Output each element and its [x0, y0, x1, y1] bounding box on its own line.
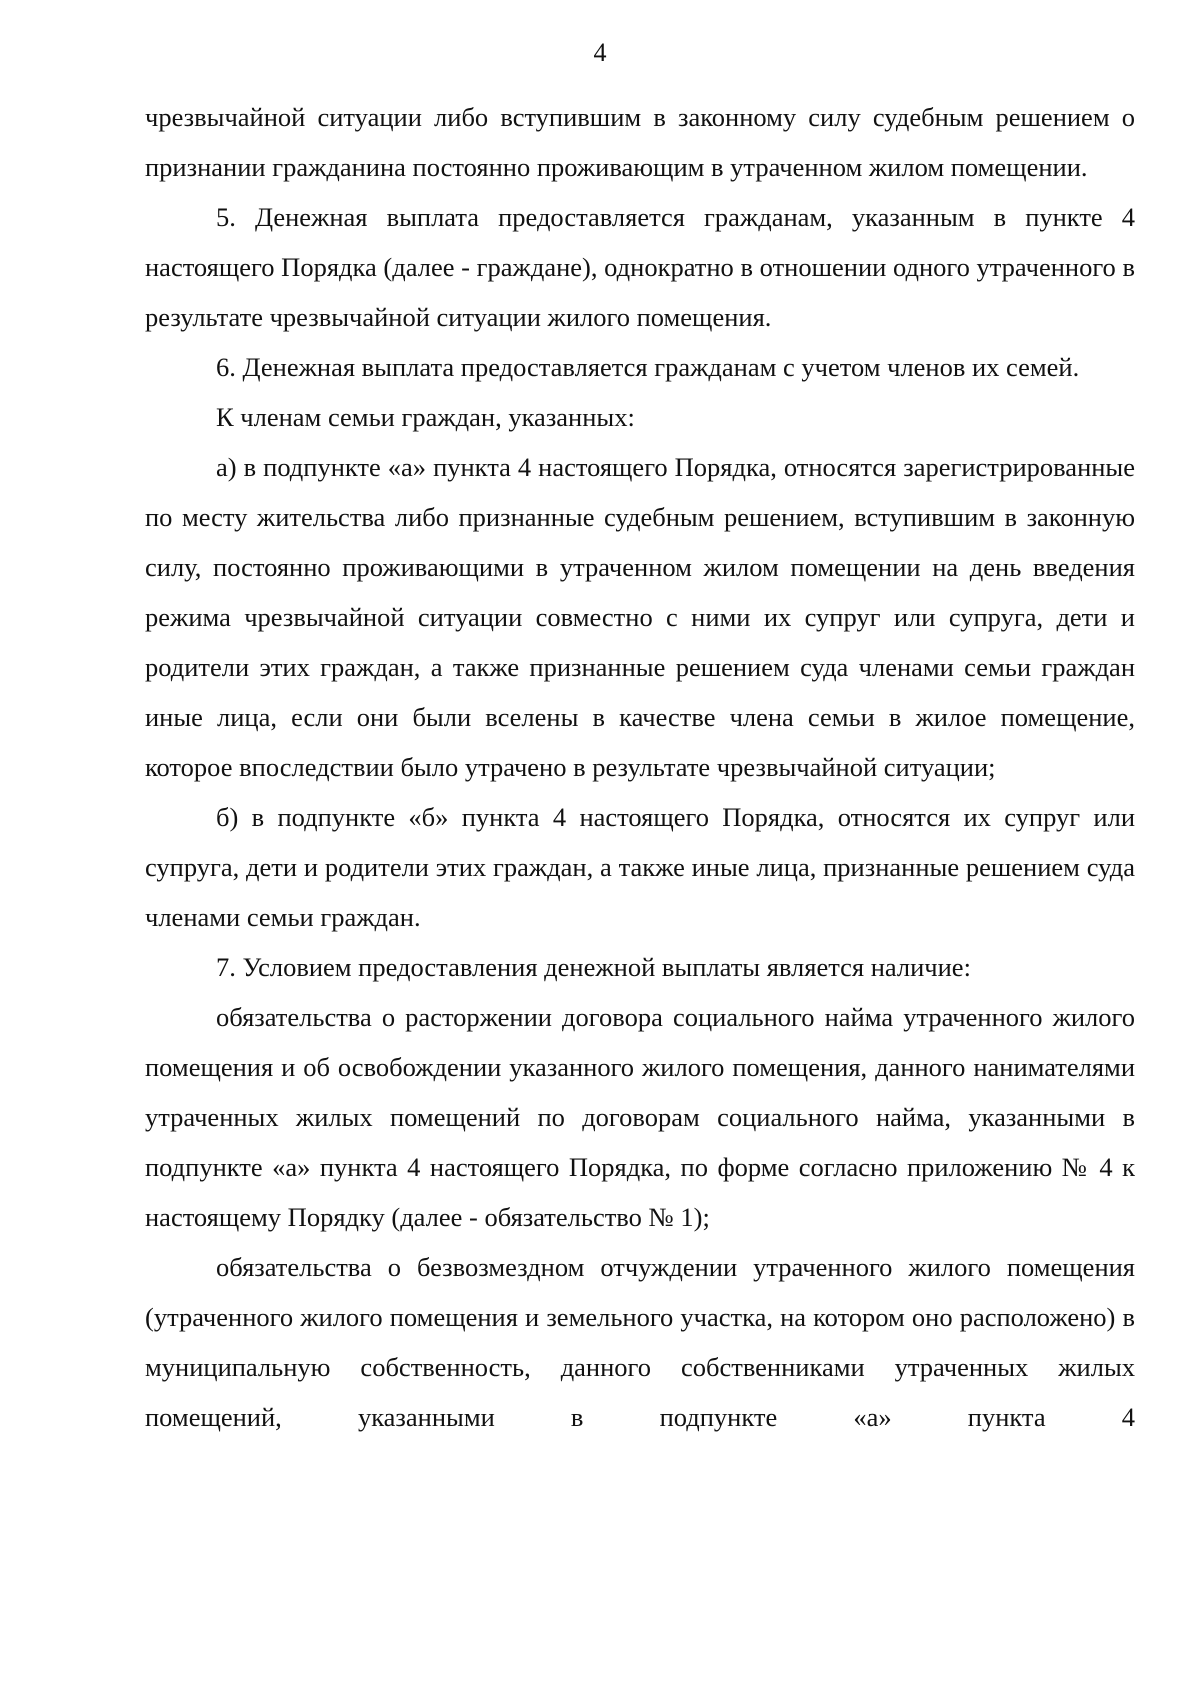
paragraph-family-members-intro: К членам семьи граждан, указанных:: [216, 402, 635, 432]
paragraph-subitem-b: б) в подпункте «б» пункта 4 настоящего Порядка, относятся их супруг или супруга, дети и родители этих граждан, а также иные лица, признанные решением суда членами семьи граждан.: [145, 802, 1135, 932]
paragraph-item-5: 5. Денежная выплата предоставляется гражданам, указанным в пункте 4 настоящего Порядка (далее - граждане), однократно в отношении одного утраченного в результате чрезвычайной ситуации жилого помещения.: [145, 202, 1135, 332]
document-body: [145, 92, 1135, 1442]
paragraph-subitem-a: а) в подпункте «а» пункта 4 настоящего Порядка, относятся зарегистрированные по месту жительства либо признанные судебным решением, вступившим в законную силу, постоянно проживающими в утраченном жилом помещении на день введения режима чрезвычайной ситуации совместно с ними их супруг или супруга, дети и родители этих граждан, а также признанные решением суда членами семьи граждан иные лица, если они были вселены в качестве члена семьи в жилое помещение, которое впоследствии было утрачено в результате чрезвычайной ситуации;: [145, 452, 1135, 782]
paragraph-continuation: чрезвычайной ситуации либо вступившим в законному силу судебным решением о признании гражданина постоянно проживающим в утраченном жилом помещении.: [145, 102, 1135, 182]
paragraph-obligation-2: обязательства о безвозмездном отчуждении утраченного жилого помещения (утраченного жилого помещения и земельного участка, на котором оно расположено) в муниципальную собственность, данного собственниками утраченных жилых помещений, указанными в подпункте «а» пункта 4: [145, 1252, 1135, 1432]
paragraph-item-7: 7. Условием предоставления денежной выплаты является наличие:: [216, 952, 971, 982]
page-number: 4: [593, 38, 607, 67]
paragraph-item-6: 6. Денежная выплата предоставляется гражданам с учетом членов их семей.: [216, 352, 1080, 382]
paragraph-obligation-1: обязательства о расторжении договора социального найма утраченного жилого помещения и об освобождении указанного жилого помещения, данного нанимателями утраченных жилых помещений по договорам социального найма, указанными в подпункте «а» пункта 4 настоящего Порядка, по форме согласно приложению № 4 к настоящему Порядку (далее - обязательство № 1);: [145, 1002, 1135, 1232]
